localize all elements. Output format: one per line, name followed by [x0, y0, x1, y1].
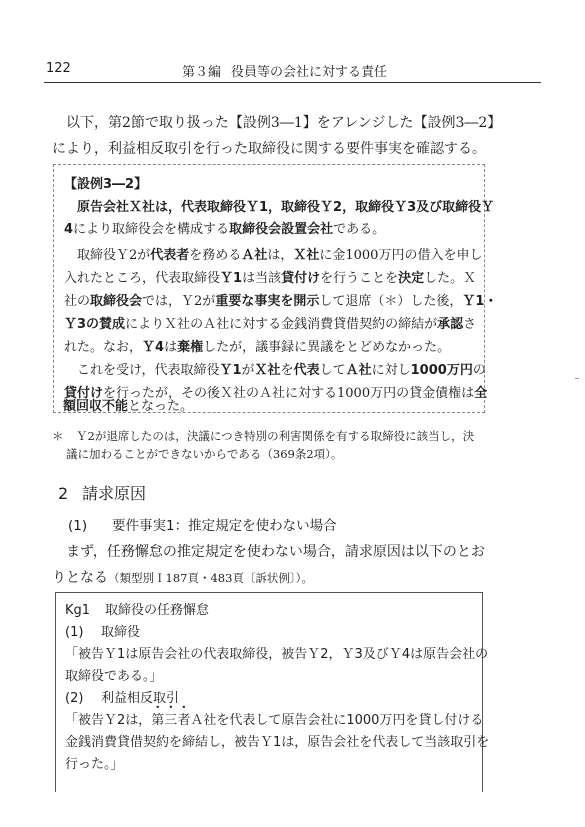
- case-line-1: 原告会社Ｘ社は，代表取締役Ｙ1，取締役Ｙ2，取締役Ｙ3及び取締役Ｙ: [77, 200, 495, 215]
- section-title: 請求原因: [82, 484, 147, 503]
- section-number: 2: [58, 484, 69, 503]
- case-line-8: これを受け，代表取締役Ｙ1がＸ社を代表してＡ社に対し1000万円の: [77, 363, 486, 378]
- subsection-heading: [68, 514, 337, 534]
- case-line-2: 4により取締役会を構成する取締役会設置会社である。: [64, 222, 386, 237]
- kg1-title: Kg1 取締役の任務懈怠: [65, 603, 210, 618]
- margin-tick: [575, 378, 579, 379]
- running-header: [44, 58, 541, 83]
- case-line-9: 貸付けを行ったが，その後Ｘ社のＡ社に対する1000万円の貸金債権は全: [64, 386, 488, 401]
- intro-line-2: により，利益相反取引を行った取締役に関する要件事実を確認する。: [52, 141, 486, 157]
- kg1-box: [55, 592, 490, 792]
- kg1-item1-line1: 「被告Ｙ1は原告会社の代表取締役，被告Ｙ2，Ｙ3及びＹ4は原告会社の: [65, 647, 489, 662]
- subsection-number: (1): [68, 518, 88, 534]
- section-heading: [58, 481, 146, 504]
- case-line-10: 額回収不能となった。: [63, 399, 194, 414]
- case-line-5: 社の取締役会では，Ｙ2が重要な事実を開示して退席（＊）した後，Ｙ1・: [64, 294, 498, 309]
- kg1-item2-line2: 金銭消費貸借契約を締結し，被告Ｙ1は，原告会社を代表して当該取引を: [65, 735, 490, 750]
- body-line-1: まず，任務懈怠の推定規定を使わない場合，請求原因は以下のとお: [66, 544, 485, 560]
- footnote-line-1: ＊ Ｙ2が退席したのは，決議につき特別の利害関係を有する取締役に該当し，決: [52, 429, 475, 443]
- footnote-line-2: 議に加わることができないからである（369条2項）。: [66, 447, 343, 461]
- kg1-item1-heading: (1) 取締役: [65, 625, 141, 640]
- part-heading: [182, 61, 387, 80]
- kg1-item2-heading: (2) 利益相反取引: [65, 691, 180, 706]
- kg1-item2-line1: 「被告Ｙ2は，第三者Ａ社を代表して原告会社に1000万円を貸し付ける: [65, 713, 484, 728]
- kg1-item2-line3: 行った。」: [65, 757, 124, 772]
- case-line-3: 取締役Ｙ2が代表者を務めるＡ社は，Ｘ社に金1000万円の借入を申し: [77, 248, 483, 263]
- intro-line-1: 以下，第2節で取り扱った【設例3―1】をアレンジした【設例3―2】: [66, 115, 502, 131]
- case-line-6: Ｙ3の賛成によりＸ社のＡ社に対する金銭消費貸借契約の締結が承認さ: [64, 317, 477, 332]
- part-subtitle: 役員等の会社に対する責任: [231, 65, 388, 80]
- emphasis-dot-char: 者: [177, 713, 191, 728]
- emphasis-dot-char: 第: [151, 713, 165, 728]
- case-line-7: れた。なお，Ｙ4は棄権したが，議事録に異議をとどめなかった。: [64, 340, 451, 355]
- case-line-4: 入れたところ，代表取締役Ｙ1は当該貸付けを行うことを決定した。Ｘ: [64, 271, 477, 286]
- footnote-mark: ＊: [52, 429, 64, 443]
- part-title: 第３編: [182, 65, 222, 80]
- case-box: [53, 164, 498, 413]
- case-title: 【設例3―2】: [64, 177, 148, 192]
- emphasis-dot-char: 三: [164, 713, 178, 728]
- body-line-2: りとなる（類型別Ｉ187頁・483頁〔訴状例〕）。: [52, 570, 313, 586]
- kg1-item1-line2: 取締役である。」: [65, 669, 163, 684]
- subsection-title: 要件事実1：推定規定を使わない場合: [112, 518, 337, 534]
- page-number: 122: [46, 61, 71, 76]
